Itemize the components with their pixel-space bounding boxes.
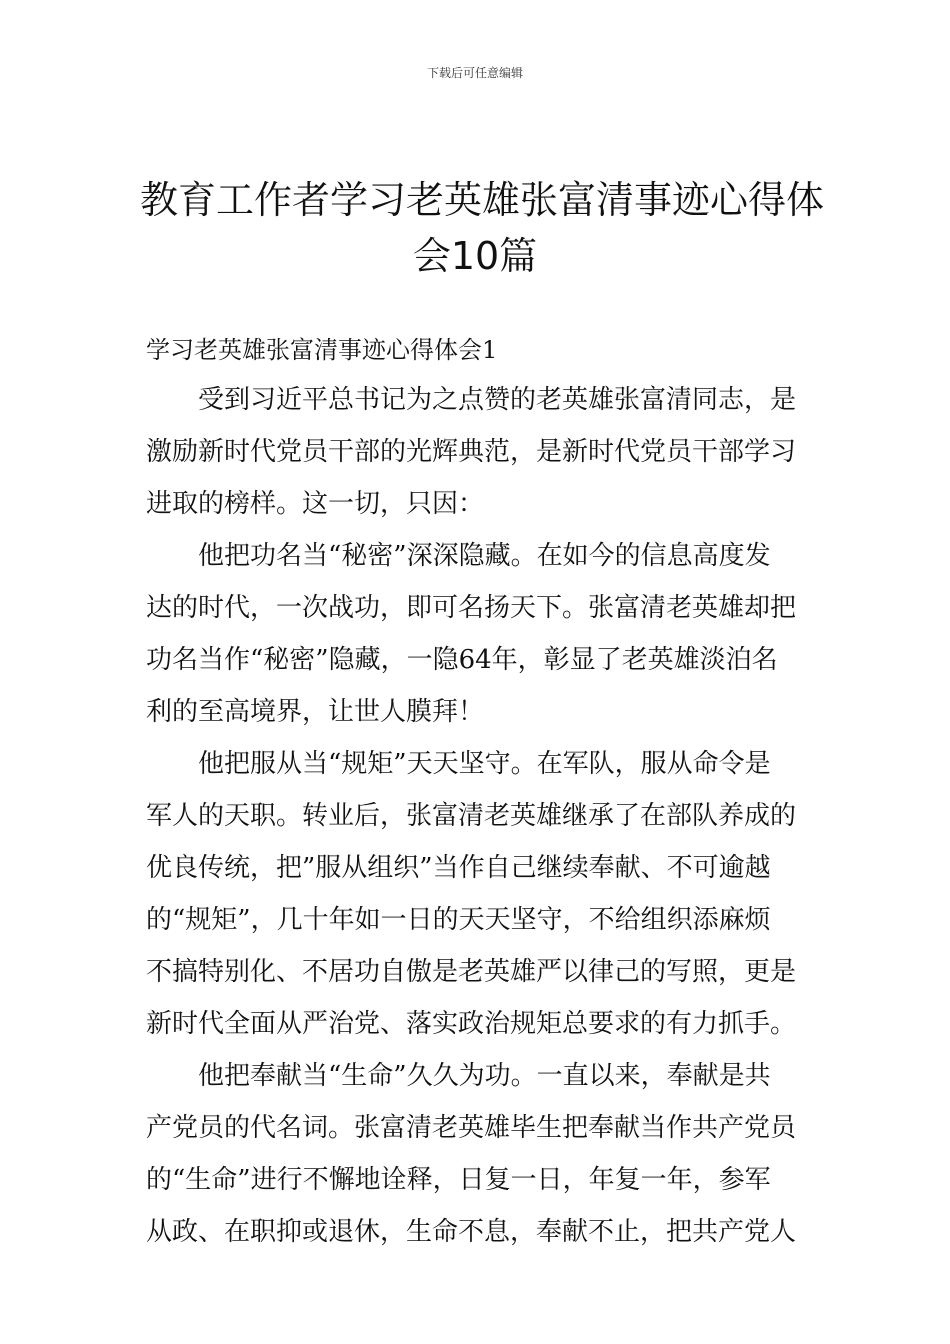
paragraph-line: 利的至高境界，让世人膜拜！ xyxy=(146,697,485,727)
title-line-1: 教育工作者学习老英雄张富清事迹心得体 xyxy=(140,178,825,222)
paragraph-line: 的“生命”进行不懈地诠释，日复一日，年复一年，参军 xyxy=(146,1165,771,1195)
paragraph-line: 的“规矩”，几十年如一日的天天坚守，不给组织添麻烦 xyxy=(146,905,771,935)
paragraph-line: 激励新时代党员干部的光辉典范，是新时代党员干部学习 xyxy=(146,437,797,467)
paragraph-line: 他把服从当“规矩”天天坚守。在军队，服从命令是 xyxy=(198,749,771,779)
body-text xyxy=(146,374,806,1258)
paragraph-line: 产党员的代名词。张富清老英雄毕生把奉献当作共产党员 xyxy=(146,1113,797,1143)
paragraph-line: 不搞特别化、不居功自傲是老英雄严以律己的写照，更是 xyxy=(146,957,797,987)
paragraph-line: 达的时代，一次战功，即可名扬天下。张富清老英雄却把 xyxy=(146,593,797,623)
paragraph-line: 他把奉献当“生命”久久为功。一直以来，奉献是共 xyxy=(198,1061,771,1091)
paragraph-line: 优良传统，把”服从组织”当作自己继续奉献、不可逾越 xyxy=(146,853,771,883)
paragraph-line: 功名当作“秘密”隐藏，一隐64年，彰显了老英雄淡泊名 xyxy=(146,645,778,675)
title-line-2: 会10篇 xyxy=(412,234,538,278)
paragraph-line: 进取的榜样。这一切，只因： xyxy=(146,489,485,519)
paragraph-line: 受到习近平总书记为之点赞的老英雄张富清同志，是 xyxy=(198,385,797,415)
paragraph-line: 军人的天职。转业后，张富清老英雄继承了在部队养成的 xyxy=(146,801,797,831)
document-title xyxy=(140,172,825,284)
section-heading: 学习老英雄张富清事迹心得体会1 xyxy=(146,336,498,364)
paragraph-line: 从政、在职抑或退休，生命不息，奉献不止，把共产党人 xyxy=(146,1217,797,1247)
paragraph-line: 他把功名当“秘密”深深隐藏。在如今的信息高度发 xyxy=(198,541,771,571)
header-note: 下载后可任意编辑 xyxy=(426,66,523,80)
paragraph-line: 新时代全面从严治党、落实政治规矩总要求的有力抓手。 xyxy=(146,1009,797,1039)
